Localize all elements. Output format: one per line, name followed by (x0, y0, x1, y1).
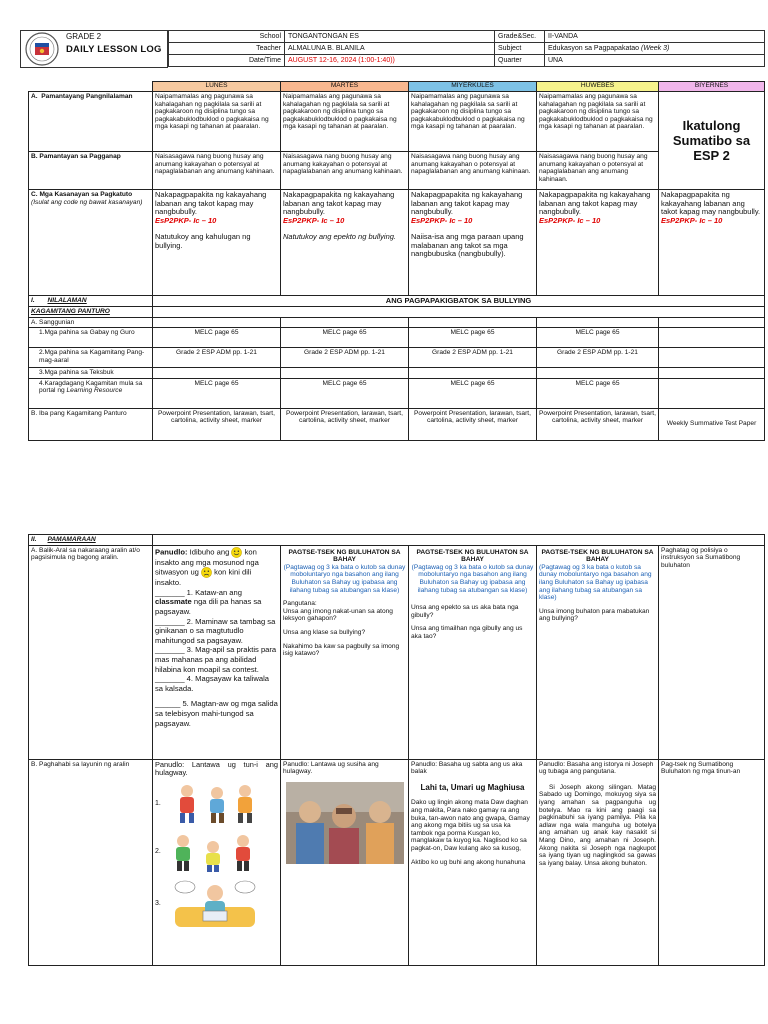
row-label-teacher-guide: 1.Mga pahina sa Gabay ng Guro (29, 328, 153, 348)
other-materials-mon: Powerpoint Presentation, larawan, tsart, cartolina, activity sheet, marker (153, 408, 281, 440)
row-label-performance-standard (29, 152, 153, 190)
instruction-text: Panudlo: Lantawa ug tun-i ang hulagway. (155, 759, 278, 777)
other-materials-wed: Powerpoint Presentation, larawan, tsart, cartolina, activity sheet, marker (409, 408, 537, 440)
section-pamamaraan (29, 535, 153, 546)
picture-number: 3. (155, 899, 161, 907)
learner-material-thu: Grade 2 ESP ADM pp. 1-21 (537, 348, 659, 368)
label-num: A. (31, 93, 38, 100)
header-info-table (168, 30, 765, 67)
purpose-tue (281, 759, 409, 965)
question-text: Unsa ang timailhan nga gibully ang us aka tao? (411, 625, 523, 640)
row-label-purpose: B. Paghahabi sa layunin ng aralin (29, 759, 153, 965)
cyberbullying-illustration (165, 877, 265, 929)
content-standard-tue: Naipamamalas ang pagunawa sa kahalagahan ng pagkilala sa sarili at pagkakaroon ng disiplina tungo sa pagkakabuklodbuklod o pagkakaisa ng mga kasapi ng tahanan at paaralan. (281, 92, 409, 152)
list-item: _______ 2. Maminaw sa tambag sa ginikanan o sa magtutudlo mahitungod sa pagsayaw. (155, 616, 276, 645)
section-label: PAMAMARAAN (47, 536, 96, 543)
competency-code: EsP2PKP- Ic – 10 (661, 215, 723, 225)
row-label-sanggunian: A. Sanggunian (29, 317, 153, 328)
grade-section-value: II-VANDA (545, 31, 765, 43)
picture-number: 2. (155, 847, 161, 855)
empty-cell (659, 368, 765, 379)
sad-children-photo (286, 782, 404, 864)
check-title: PAGTSE-TSEK NG BULUHATON SA BAHAY (416, 548, 529, 564)
row-label-learning-competencies (29, 190, 153, 296)
question-label: Pangutana: (283, 600, 317, 608)
instruction-text: Idibuho ang (189, 547, 230, 557)
teacher-guide-thu: MELC page 65 (537, 328, 659, 348)
review-mon (153, 545, 281, 759)
picture-3 (155, 877, 278, 929)
day-header-tue: MARTES (281, 82, 409, 92)
instruction-text: Panudlo: Lantawa ug susiha ang hulagway. (283, 760, 379, 776)
check-note: (Pagtawag og 3 ka bata o kutob sa dunay moboluntaryo nga basahon ang ilang Buluhaton sa Bahay ug ipabasa ang ilahang tubag sa atubangan sa klase) (283, 563, 406, 594)
day-header-mon: LUNES (153, 82, 281, 92)
empty-cell (153, 368, 281, 379)
teacher-guide-wed: MELC page 65 (409, 328, 537, 348)
purpose-wed (409, 759, 537, 965)
learner-material-tue: Grade 2 ESP ADM pp. 1-21 (281, 348, 409, 368)
check-title: PAGTSE-TSEK NG BULUHATON SA BAHAY (541, 548, 654, 564)
lr-portal-wed: MELC page 65 (409, 378, 537, 408)
label-text: B. Pamantayan sa Pagganap (31, 153, 121, 160)
competency-wed (409, 190, 537, 296)
picture-2 (155, 829, 278, 873)
performance-standard-wed: Naisasagawa nang buong husay ang anumang kakayahan o potensyal at napaglalabanan ang anumang kahinaan. (409, 152, 537, 190)
procedure-table (28, 534, 765, 966)
purpose-thu (537, 759, 659, 965)
section-num: I. (31, 297, 35, 304)
competency-code: EsP2PKP- Ic – 10 (539, 215, 601, 225)
empty-cell (537, 317, 659, 328)
lesson-plan-table (28, 81, 765, 441)
grade-section-label: Grade&Sec. (495, 31, 545, 43)
smiley-face-icon (231, 547, 242, 558)
empty-cell (537, 368, 659, 379)
quarter-value: UNA (545, 55, 765, 67)
section-label: KAGAMITANG PANTURO (31, 308, 110, 315)
empty-cell (281, 368, 409, 379)
lr-portal-mon: MELC page 65 (153, 378, 281, 408)
list-item: ______ 5. Magtan-aw og mga salida sa telebisyon mahi-tungod sa pagsayaw. (155, 699, 278, 728)
lr-portal-thu: MELC page 65 (537, 378, 659, 408)
row-label-other-materials: B. Iba pang Kagamitang Panturo (29, 408, 153, 440)
content-standard-wed: Naipamamalas ang pagunawa sa kahalagahan ng pagkilala sa sarili at pagkakaroon ng disiplina tungo sa pagkakabuklodbuklod o pagkakaisa ng mga kasapi ng tahanan at paaralan. (409, 92, 537, 152)
header-title-box (20, 30, 168, 68)
section-kagamitan (29, 307, 153, 318)
content-standard-mon: Naipamamalas ang pagunawa sa kahalagahan ng pagkilala sa sarili at pagkakaroon ng disiplina tungo sa pagkakabuklodbuklod o pagkakaisa ng mga kasapi ng tahanan at paaralan. (153, 92, 281, 152)
section-label: NILALAMAN (47, 297, 87, 304)
list-item: _______ 4. Magsayaw ka taliwala sa kalsada. (155, 674, 269, 693)
objective-text: Naiisa-isa ang mga paraan upang malabanan ang takot sa mga nangbubuska (nangbubully). (411, 232, 524, 258)
check-note: (Pagtawag og 3 ka bata o kutob sa dunay moboluntaryo nga basahon ang ilang Buluhaton sa Bahay ug ipabasa ang ilahang tubag sa atubangan sa klase) (411, 563, 534, 594)
review-thu (537, 545, 659, 759)
instruction-text: kon insakto ang mga mosunod nga sitwasyon ug (155, 547, 259, 577)
teacher-label: Teacher (169, 43, 285, 55)
other-materials-fri: Weekly Summative Test Paper (659, 408, 765, 440)
question-text: Nakahimo ba kaw sa pagbully sa imong isig katawo? (283, 642, 400, 658)
lr-portal-tue: MELC page 65 (281, 378, 409, 408)
label-italic: Learning Resource (66, 387, 123, 395)
instruction-text: Panudlo: Basaha ang istorya ni Joseph ug tubaga ang pangutana. (539, 760, 654, 776)
competency-thu (537, 190, 659, 296)
empty-cell (153, 307, 765, 318)
section-num: II. (31, 536, 37, 543)
story-text: Si Joseph akong silingan. Matag Sabado ug Domingo, mokuyog siya sa iyang amahan sa pagpanguha ug botelya. Mao ra kini ang paagi sa pagkinabuhi sa iyang pamilya. Pila ka adlaw nga wala manguha ug botelya ang amahan ug anak kay nasakit si Mang Dino, ang amahan ni Joseph. Akong nakita si Joseph nga nagkupot sa iyang tiyan ug naglingkod sa gawas sa iyang balay. Unsa akong buhaton. (539, 783, 656, 867)
row-label-lr-portal (29, 378, 153, 408)
grade-level: GRADE 2 (66, 32, 102, 41)
lesson-topic: ANG PAGPAPAKIGBATOK SA BULLYING (153, 296, 765, 307)
list-item: _______ 3. Mag-apil sa praktis para mas mahanas pa ang abilidad hilabina kon moapil sa contest. (155, 645, 277, 674)
check-title: PAGTSE-TSEK NG BULUHATON SA BAHAY (288, 548, 401, 564)
competency-text: Nakapagpapakita ng kakayahang labanan ang takot kapag may nangbubully. (661, 190, 761, 216)
competency-text: Nakapagpapakita ng kakayahang labanan ang takot kapag may nangbubully. (283, 190, 395, 216)
empty-cell (153, 535, 765, 546)
question-text: Unsa ang epekto sa us aka bata nga gibully? (411, 604, 519, 619)
empty-cell (659, 378, 765, 408)
label-text: Mga Kasanayan sa Pagkatuto (39, 191, 133, 198)
teacher-guide-tue: MELC page 65 (281, 328, 409, 348)
learner-material-mon: Grade 2 ESP ADM pp. 1-21 (153, 348, 281, 368)
school-label: School (169, 31, 285, 43)
picture-number: 1. (155, 799, 161, 807)
purpose-mon (153, 759, 281, 965)
day-header-thu: HUWEBES (537, 82, 659, 92)
content-standard-thu: Naipamamalas ang pagunawa sa kahalagahan ng pagkilala sa sarili at pagkakaroon ng disiplina tungo sa pagkakabuklodbuklod o pagkakaisa ng mga kasapi ng tahanan at paaralan. (537, 92, 659, 152)
review-wed (409, 545, 537, 759)
quarter-label: Quarter (495, 55, 545, 67)
teacher-guide-mon: MELC page 65 (153, 328, 281, 348)
label-note: (Isulat ang code ng bawat kasanayan) (31, 198, 143, 206)
bullying-illustration-2 (165, 829, 265, 873)
competency-code: EsP2PKP- Ic – 10 (411, 215, 473, 225)
performance-standard-thu: Naisasagawa nang buong husay ang anumang kakayahan o potensyal at napaglalabanan ang anumang kahinaan. (537, 152, 659, 190)
empty-cell (281, 317, 409, 328)
empty-cell (153, 317, 281, 328)
document-title: DAILY LESSON LOG (66, 44, 162, 55)
question-text: Unsa ang klase sa bullying? (283, 628, 366, 636)
subject-name: Edukasyon sa Pagpapakatao (548, 45, 640, 52)
other-materials-tue: Powerpoint Presentation, larawan, tsart, cartolina, activity sheet, marker (281, 408, 409, 440)
competency-text: Nakapagpapakita ng kakayahang labanan ang takot kapag may nangbubully. (539, 190, 651, 216)
teacher-value: ALMALUNA B. BLANILA (285, 43, 495, 55)
row-label-learner-material: 2.Mga pahina sa Kagamitang Pang-mag-aaral (29, 348, 153, 368)
row-label-review: A. Balik-Aral sa nakaraang aralin at/o pagsisimula ng bagong aralin. (29, 545, 153, 759)
objective-text: Natutukoy ang kahulugan ng bullying. (155, 232, 251, 250)
learner-material-wed: Grade 2 ESP ADM pp. 1-21 (409, 348, 537, 368)
item-bold: classmate (155, 597, 192, 607)
review-fri: Paghatag og polisiya o instruksyon sa Sumatibong buluhaton (659, 545, 765, 759)
datetime-label: Date/Time (169, 55, 285, 67)
label-num: C. (31, 191, 38, 198)
school-value: TONGANTONGAN ES (285, 31, 495, 43)
sad-face-icon (201, 567, 212, 578)
other-materials-thu: Powerpoint Presentation, larawan, tsart, cartolina, activity sheet, marker (537, 408, 659, 440)
objective-text: Natutukoy ang epekto ng bullying. (283, 232, 396, 241)
purpose-fri: Pag-tsek ng Sumatibong Buluhaton ng mga tinun-an (659, 759, 765, 965)
empty-cell (409, 317, 537, 328)
row-label-content-standard (29, 92, 153, 152)
review-tue (281, 545, 409, 759)
poem-title: Lahi ta, Umari ug Maghiusa (420, 782, 525, 792)
empty-cell (659, 328, 765, 348)
picture-1 (155, 781, 278, 825)
competency-text: Nakapagpapakita ng kakayahang labanan ang takot kapag may nangbubully. (155, 190, 267, 216)
question-text: Unsa ang imong nakat-unan sa atong leksyon gahapon? (283, 607, 393, 623)
section-nilalaman (29, 296, 153, 307)
check-note: (Pagtawag og 3 ka bata o kutob sa dunay moboluntaryo nga basahon ang ilang Buluhaton sa Bahay ug ipabasa ang ilahang tubag sa atubangan sa klase) (539, 563, 652, 602)
performance-standard-tue: Naisasagawa nang buong husay ang anumang kakayahan o potensyal at napaglalabanan ang anumang kahinaan. (281, 152, 409, 190)
instruction-text: Panudlo: Basaha ug sabta ang us aka balak (411, 760, 523, 776)
deped-seal-icon (22, 31, 62, 67)
day-header-wed: MIYERKULES (409, 82, 537, 92)
friday-summative-title: Ikatulong Sumatibo sa ESP 2 (659, 92, 765, 190)
competency-text: Nakapagpapakita ng kakayahang labanan ang takot kapag may nangbubully. (411, 190, 523, 216)
label-text: Pamantayang Pangnilalaman (41, 93, 133, 100)
datetime-value: AUGUST 12-16, 2024 (1:00-1:40)) (285, 55, 495, 67)
performance-standard-mon: Naisasagawa nang buong husay ang anumang kakayahan o potensyal at napaglalabanan ang anumang kahinaan. (153, 152, 281, 190)
poem-stanza: Dako ug lingin akong mata Daw daghan ang makita, Para nako gamay ra ang buka, tan-awon nato ang gwapa, Gamay ang akong mga bitiis ug sa usa ka tambok nga porma Kusgan ko, manglakaw ta kuyog ka. Naglisod ko sa pagkat-on, Daw kulang ako sa kusog, (411, 799, 530, 852)
instruction-text: kon kini dili insakto. (155, 567, 252, 588)
empty-cell (659, 317, 765, 328)
subject-label: Subject (495, 43, 545, 55)
competency-code: EsP2PKP- Ic – 10 (283, 215, 345, 225)
competency-fri (659, 190, 765, 296)
bullying-illustration-1 (165, 781, 265, 825)
label-text: 4.Karagdagang Kagamitan mula sa portal ng (39, 379, 143, 395)
instruction-label: Panudlo: (155, 547, 188, 557)
empty-cell (659, 348, 765, 368)
subject-value (545, 43, 765, 55)
empty-cell (409, 368, 537, 379)
corner-cell (29, 82, 153, 92)
row-label-textbook: 3.Mga pahina sa Teksbuk (29, 368, 153, 379)
competency-code: EsP2PKP- Ic – 10 (155, 215, 217, 225)
item-text: nga dili pa hanas sa pagsayaw. (155, 597, 262, 616)
item-text: _______ 1. Kataw-an ang (155, 587, 242, 597)
question-text: Unsa imong buhaton para mabatukan ang bullying? (539, 607, 650, 623)
competency-tue (281, 190, 409, 296)
poem-stanza: Aktibo ko ug buhi ang akong hunahuna (411, 858, 526, 866)
subject-week: (Week 3) (641, 45, 670, 52)
day-header-fri: BIYERNES (659, 82, 765, 92)
competency-mon (153, 190, 281, 296)
